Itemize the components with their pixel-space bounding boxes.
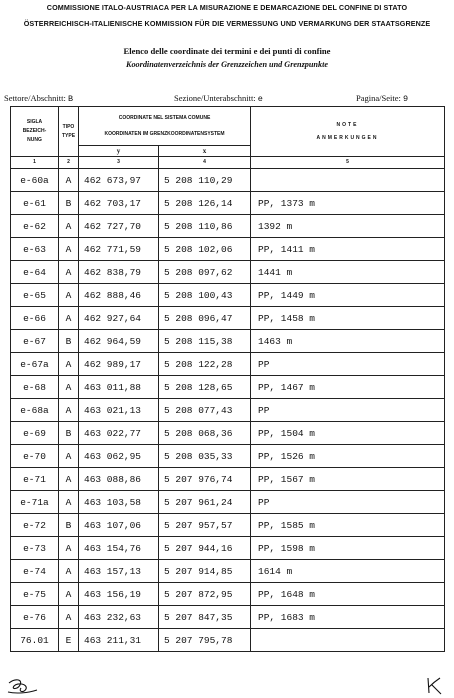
y-cell: 462 703,17 xyxy=(79,192,159,215)
y-cell: 462 989,17 xyxy=(79,353,159,376)
table-row xyxy=(11,376,445,399)
tipo-cell: A xyxy=(59,376,79,399)
table-row xyxy=(11,583,445,606)
table-row xyxy=(11,399,445,422)
note-cell: 1463 m xyxy=(251,330,445,353)
sector-field xyxy=(4,93,73,104)
table-row xyxy=(11,330,445,353)
sigla-cell: e-63 xyxy=(11,238,59,261)
y-cell: 463 011,88 xyxy=(79,376,159,399)
title-italian: Elenco delle coordinate dei termini e dei punti di confine xyxy=(123,46,331,56)
note-cell: PP, 1373 m xyxy=(251,192,445,215)
table-row xyxy=(11,261,445,284)
header-line-german: ÖSTERREICHISCH-ITALIENISCHE KOMMISSION FÜR DIE VERMESSUNG UND VERMARKUNG DER STAATSGRENZE xyxy=(23,19,431,28)
x-cell: 5 207 795,78 xyxy=(159,629,251,652)
x-cell: 5 207 944,16 xyxy=(159,537,251,560)
table-row xyxy=(11,353,445,376)
y-cell: 463 022,77 xyxy=(79,422,159,445)
x-cell: 5 208 097,62 xyxy=(159,261,251,284)
y-cell: 463 088,86 xyxy=(79,468,159,491)
table-row xyxy=(11,606,445,629)
table-body xyxy=(11,169,445,652)
y-cell: 462 673,97 xyxy=(79,169,159,192)
x-cell: 5 207 914,85 xyxy=(159,560,251,583)
x-cell: 5 208 068,36 xyxy=(159,422,251,445)
sigla-cell: e-68a xyxy=(11,399,59,422)
col-header-x: x xyxy=(159,146,251,157)
note-cell: PP xyxy=(251,491,445,514)
tipo-cell: A xyxy=(59,445,79,468)
sigla-cell: e-61 xyxy=(11,192,59,215)
page-label: Pagina/Seite: xyxy=(356,93,401,103)
note-cell: PP, 1683 m xyxy=(251,606,445,629)
col-number-4: 4 xyxy=(159,157,251,169)
header-line-italian: COMMISSIONE ITALO-AUSTRIACA PER LA MISURAZIONE E DEMARCAZIONE DEL CONFINE DI STATO xyxy=(46,3,408,12)
col-header-tipo: TIPO TYPE xyxy=(59,107,79,157)
y-cell: 463 157,13 xyxy=(79,560,159,583)
note-cell: PP, 1411 m xyxy=(251,238,445,261)
tipo-cell: A xyxy=(59,215,79,238)
sigla-cell: e-75 xyxy=(11,583,59,606)
signature-left xyxy=(6,676,40,696)
sigla-cell: e-69 xyxy=(11,422,59,445)
sigla-cell: e-60a xyxy=(11,169,59,192)
section-value: e xyxy=(257,94,263,104)
title-german: Koordinatenverzeichnis der Grenzzeichen und Grenzpunkte xyxy=(126,60,328,69)
x-cell: 5 208 077,43 xyxy=(159,399,251,422)
y-cell: 462 927,64 xyxy=(79,307,159,330)
note-cell: PP, 1504 m xyxy=(251,422,445,445)
y-cell: 463 021,13 xyxy=(79,399,159,422)
sigla-cell: e-72 xyxy=(11,514,59,537)
y-cell: 463 103,58 xyxy=(79,491,159,514)
note-cell: PP, 1585 m xyxy=(251,514,445,537)
sector-value: B xyxy=(67,94,74,104)
signature-right xyxy=(424,676,446,696)
sigla-cell: e-62 xyxy=(11,215,59,238)
y-cell: 463 156,19 xyxy=(79,583,159,606)
x-cell: 5 208 128,65 xyxy=(159,376,251,399)
tipo-cell: A xyxy=(59,560,79,583)
table-row xyxy=(11,629,445,652)
x-cell: 5 208 126,14 xyxy=(159,192,251,215)
sector-label: Settore/Abschnitt: xyxy=(4,93,66,103)
note-cell: PP, 1598 m xyxy=(251,537,445,560)
tipo-cell: A xyxy=(59,399,79,422)
note-cell xyxy=(251,629,445,652)
x-cell: 5 207 961,24 xyxy=(159,491,251,514)
table-row xyxy=(11,560,445,583)
y-cell: 462 771,59 xyxy=(79,238,159,261)
sigla-cell: 76.01 xyxy=(11,629,59,652)
sigla-cell: e-73 xyxy=(11,537,59,560)
y-cell: 463 154,76 xyxy=(79,537,159,560)
tipo-cell: B xyxy=(59,330,79,353)
x-cell: 5 208 110,86 xyxy=(159,215,251,238)
tipo-cell: A xyxy=(59,307,79,330)
note-cell: PP xyxy=(251,399,445,422)
x-cell: 5 207 976,74 xyxy=(159,468,251,491)
section-label: Sezione/Unterabschnitt: xyxy=(174,93,256,103)
sigla-cell: e-74 xyxy=(11,560,59,583)
note-cell: PP, 1467 m xyxy=(251,376,445,399)
x-cell: 5 208 115,38 xyxy=(159,330,251,353)
y-cell: 463 211,31 xyxy=(79,629,159,652)
col-header-coordinates: COORDINATE NEL SISTEMA COMUNE KOORDINATEN IM GRENZKOORDINATENSYSTEM xyxy=(79,107,251,146)
tipo-cell: A xyxy=(59,491,79,514)
sigla-cell: e-65 xyxy=(11,284,59,307)
table-row xyxy=(11,192,445,215)
tipo-cell: A xyxy=(59,169,79,192)
y-cell: 463 062,95 xyxy=(79,445,159,468)
y-cell: 463 107,06 xyxy=(79,514,159,537)
tipo-cell: A xyxy=(59,353,79,376)
table-row xyxy=(11,238,445,261)
table-row xyxy=(11,468,445,491)
col-number-2: 2 xyxy=(59,157,79,169)
tipo-cell: B xyxy=(59,192,79,215)
note-cell xyxy=(251,169,445,192)
note-cell: PP, 1449 m xyxy=(251,284,445,307)
coordinates-table xyxy=(10,106,445,652)
col-number-1: 1 xyxy=(11,157,59,169)
table-row xyxy=(11,445,445,468)
sigla-cell: e-67 xyxy=(11,330,59,353)
note-cell: 1614 m xyxy=(251,560,445,583)
x-cell: 5 208 100,43 xyxy=(159,284,251,307)
col-number-3: 3 xyxy=(79,157,159,169)
tipo-cell: A xyxy=(59,284,79,307)
tipo-cell: A xyxy=(59,468,79,491)
col-header-notes: NOTE ANMERKUNGEN xyxy=(251,107,445,157)
sigla-cell: e-68 xyxy=(11,376,59,399)
table-row xyxy=(11,491,445,514)
x-cell: 5 208 122,28 xyxy=(159,353,251,376)
table-row xyxy=(11,422,445,445)
col-header-sigla: SIGLA BEZEICH- NUNG xyxy=(11,107,59,157)
table-row xyxy=(11,514,445,537)
tipo-cell: B xyxy=(59,514,79,537)
tipo-cell: A xyxy=(59,261,79,284)
tipo-cell: A xyxy=(59,238,79,261)
note-cell: PP, 1526 m xyxy=(251,445,445,468)
y-cell: 462 727,70 xyxy=(79,215,159,238)
y-cell: 462 888,46 xyxy=(79,284,159,307)
tipo-cell: A xyxy=(59,606,79,629)
x-cell: 5 207 847,35 xyxy=(159,606,251,629)
tipo-cell: A xyxy=(59,537,79,560)
x-cell: 5 207 872,95 xyxy=(159,583,251,606)
y-cell: 462 964,59 xyxy=(79,330,159,353)
tipo-cell: A xyxy=(59,583,79,606)
page-value: 9 xyxy=(402,94,409,104)
sigla-cell: e-71 xyxy=(11,468,59,491)
table-row xyxy=(11,537,445,560)
sigla-cell: e-64 xyxy=(11,261,59,284)
page-field xyxy=(356,93,408,104)
x-cell: 5 208 102,06 xyxy=(159,238,251,261)
note-cell: 1392 m xyxy=(251,215,445,238)
table-row xyxy=(11,284,445,307)
sigla-cell: e-67a xyxy=(11,353,59,376)
note-cell: PP, 1567 m xyxy=(251,468,445,491)
y-cell: 463 232,63 xyxy=(79,606,159,629)
x-cell: 5 207 957,57 xyxy=(159,514,251,537)
sigla-cell: e-66 xyxy=(11,307,59,330)
col-header-y: y xyxy=(79,146,159,157)
sigla-cell: e-70 xyxy=(11,445,59,468)
tipo-cell: B xyxy=(59,422,79,445)
sigla-cell: e-76 xyxy=(11,606,59,629)
y-cell: 462 838,79 xyxy=(79,261,159,284)
note-cell: PP, 1648 m xyxy=(251,583,445,606)
col-number-5: 5 xyxy=(251,157,445,169)
x-cell: 5 208 096,47 xyxy=(159,307,251,330)
x-cell: 5 208 110,29 xyxy=(159,169,251,192)
section-field xyxy=(174,93,263,104)
note-cell: PP, 1458 m xyxy=(251,307,445,330)
note-cell: 1441 m xyxy=(251,261,445,284)
table-row xyxy=(11,307,445,330)
x-cell: 5 208 035,33 xyxy=(159,445,251,468)
tipo-cell: E xyxy=(59,629,79,652)
note-cell: PP xyxy=(251,353,445,376)
sigla-cell: e-71a xyxy=(11,491,59,514)
table-row xyxy=(11,215,445,238)
table-row xyxy=(11,169,445,192)
